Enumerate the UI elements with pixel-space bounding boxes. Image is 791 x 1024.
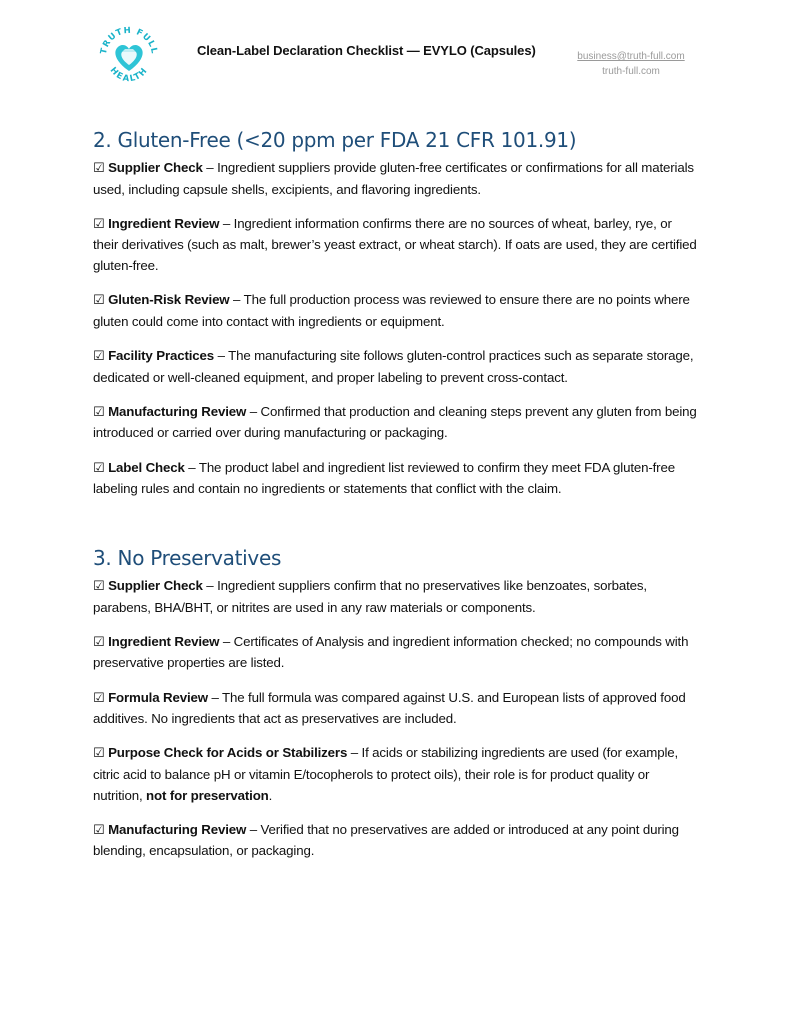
contact-email-link[interactable]: business@truth-full.com xyxy=(577,51,685,62)
item-text: – The manufacturing site follows gluten-control practices such as separate storage, dedicated or well-cleaned equipment, and proper labeling to prevent cross-contact. xyxy=(93,347,694,385)
item-label: Gluten-Risk Review xyxy=(108,292,230,308)
checkbox-icon: ☑ xyxy=(93,161,105,176)
item-label: Ingredient Review xyxy=(108,633,220,649)
item-label: Supplier Check xyxy=(108,160,203,175)
checklist-item xyxy=(93,402,699,444)
section-no-preservatives xyxy=(93,546,699,876)
checkbox-icon: ☑ xyxy=(93,293,105,309)
section-heading: 3. No Preservatives xyxy=(93,546,282,570)
checklist-item xyxy=(93,576,699,618)
checklist-item xyxy=(93,346,699,388)
item-label: Purpose Check for Acids or Stabilizers xyxy=(108,745,348,761)
checkbox-icon: ☑ xyxy=(93,460,105,476)
section-gluten-free xyxy=(93,128,699,513)
logo-text-top: TRUTH FULL xyxy=(98,25,160,56)
item-tail: . xyxy=(268,787,273,803)
item-text: – The full production process was reviewed to ensure there are no points where gluten could come into contact with ingredients or equipment. xyxy=(93,292,690,329)
checklist-item xyxy=(93,158,699,200)
item-text: – Certificates of Analysis and ingredient information checked; no compounds with preservative properties are listed. xyxy=(93,633,689,671)
checklist-item xyxy=(93,214,699,277)
checklist-item xyxy=(93,820,699,862)
contact-website: truth-full.com xyxy=(602,66,660,77)
checklist-item xyxy=(93,458,699,500)
item-label: Supplier Check xyxy=(108,578,203,593)
checklist-item xyxy=(93,632,699,674)
item-text: – Ingredient suppliers confirm that no preservatives like benzoates, sorbates, parabens, BHA/BHT, or nitrites are used in any raw materials or components. xyxy=(93,578,647,615)
item-text: – The full formula was compared against U.S. and European lists of approved food additives. No ingredients that act as preservatives are included. xyxy=(93,689,686,727)
logo-heart-icon xyxy=(96,20,162,88)
checkbox-icon: ☑ xyxy=(93,746,105,762)
item-text: – Ingredient suppliers provide gluten-free certificates or confirmations for all materials used, including capsule shells, excipients, and flavoring ingredients. xyxy=(93,160,694,197)
checklist-item xyxy=(93,688,699,730)
checkbox-icon: ☑ xyxy=(93,579,105,594)
item-label: Facility Practices xyxy=(108,347,215,363)
checkbox-icon: ☑ xyxy=(93,634,105,650)
checklist xyxy=(93,158,699,500)
section-heading: 2. Gluten-Free (<20 ppm per FDA 21 CFR 101.91) xyxy=(93,128,577,152)
item-text: – Confirmed that production and cleaning steps prevent any gluten from being introduced or carried over during manufacturing or packaging. xyxy=(93,403,697,441)
checkbox-icon: ☑ xyxy=(93,822,105,838)
checklist xyxy=(93,576,699,862)
item-label: Manufacturing Review xyxy=(108,821,247,837)
checkbox-icon: ☑ xyxy=(93,216,105,232)
item-label: Ingredient Review xyxy=(108,215,220,231)
document-title: Clean-Label Declaration Checklist — EVYLO (Capsules) xyxy=(197,43,536,58)
logo-text-bottom: HEALTH xyxy=(107,65,151,85)
item-emphasis: not for preservation xyxy=(146,787,269,803)
checklist-item xyxy=(93,743,699,806)
checkbox-icon: ☑ xyxy=(93,404,105,420)
item-label: Formula Review xyxy=(108,689,208,705)
truth-full-health-logo xyxy=(96,20,162,88)
item-text: – Verified that no preservatives are added or introduced at any point during blending, encapsulation, or packaging. xyxy=(93,821,679,859)
checkbox-icon: ☑ xyxy=(93,690,105,706)
checklist-item xyxy=(93,290,699,332)
item-label: Manufacturing Review xyxy=(108,403,247,419)
item-text: – If acids or stabilizing ingredients are used (for example, citric acid to balance pH or vitamin E/tocopherols to protect oils), their role is for product quality or nutrition, xyxy=(93,745,679,803)
item-label: Label Check xyxy=(108,459,185,475)
item-text: – The product label and ingredient list reviewed to confirm they meet FDA gluten-free labeling rules and contain no ingredients or statements that conflict with the claim. xyxy=(93,459,675,497)
contact-info xyxy=(566,49,696,79)
item-text: – Ingredient information confirms there are no sources of wheat, barley, rye, or their derivatives (such as malt, brewer’s yeast extract, or wheat starch). If oats are used, they are certified gluten-free. xyxy=(93,215,697,273)
checkbox-icon: ☑ xyxy=(93,348,105,364)
